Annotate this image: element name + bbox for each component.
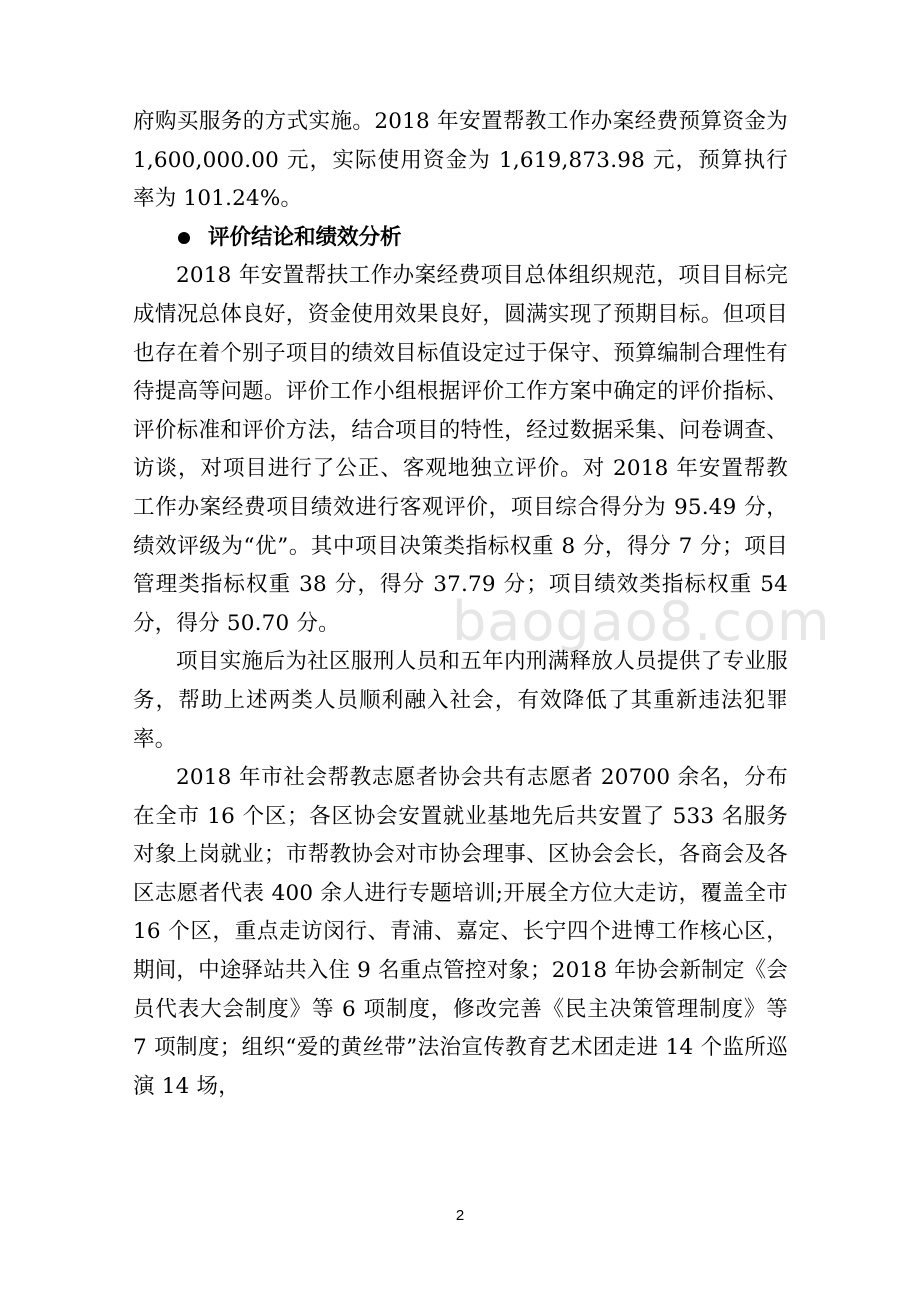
watermark: baogao8.com (452, 590, 831, 653)
document-body (133, 103, 788, 1106)
paragraph-budget: 府购买服务的方式实施。2018 年安置帮教工作办案经费预算资金为 1,600,000.00 元，实际使用资金为 1,619,873.98 元，预算执行率为 101.24%。 (133, 109, 788, 212)
section-heading-text: 评价结论和绩效分析 (208, 224, 402, 250)
bullet-icon (178, 232, 190, 244)
paragraph-volunteers: 2018 年市社会帮教志愿者协会共有志愿者 20700 余名，分布在全市 16 个区；各区协会安置就业基地先后共安置了 533 名服务对象上岗就业；市帮教协会对市协会理事、区协会会长，各商会及各区志愿者代表 400 余人进行专题培训;开展全方位大走访，覆盖全市 16 个区，重点走访闵行、青浦、嘉定、长宁四个进博工作核心区，期间，中途驿站共入住 9 名重点管控对象；2018 年协会新制定《会员代表大会制度》等 6 项制度，修改完善《民主决策管理制度》等 7 项制度；组织“爱的黄丝带”法治宣传教育艺术团走进 14 个监所巡演 14 场， (133, 765, 788, 1099)
paragraph-evaluation: 2018 年安置帮扶工作办案经费项目总体组织规范，项目目标完成情况总体良好，资金使用效果良好，圆满实现了预期目标。但项目也存在着个别子项目的绩效目标值设定过于保守、预算编制合理性有待提高等问题。评价工作小组根据评价工作方案中确定的评价指标、评价标准和评价方法，结合项目的特性，经过数据采集、问卷调查、访谈，对项目进行了公正、客观地独立评价。对 2018 年安置帮教工作办案经费项目绩效进行客观评价，项目综合得分为 95.49 分，绩效评级为“优”。其中项目决策类指标权重 8 分，得分 7 分；项目管理类指标权重 38 分，得分 37.79 分；项目绩效类指标权重 54 分，得分 50.70 分。 (133, 263, 788, 636)
paragraph-effect: 项目实施后为社区服刑人员和五年内刑满释放人员提供了专业服务，帮助上述两类人员顺利融入社会，有效降低了其重新违法犯罪率。 (133, 649, 788, 752)
page-number: 2 (455, 1207, 465, 1224)
section-heading (133, 219, 788, 258)
